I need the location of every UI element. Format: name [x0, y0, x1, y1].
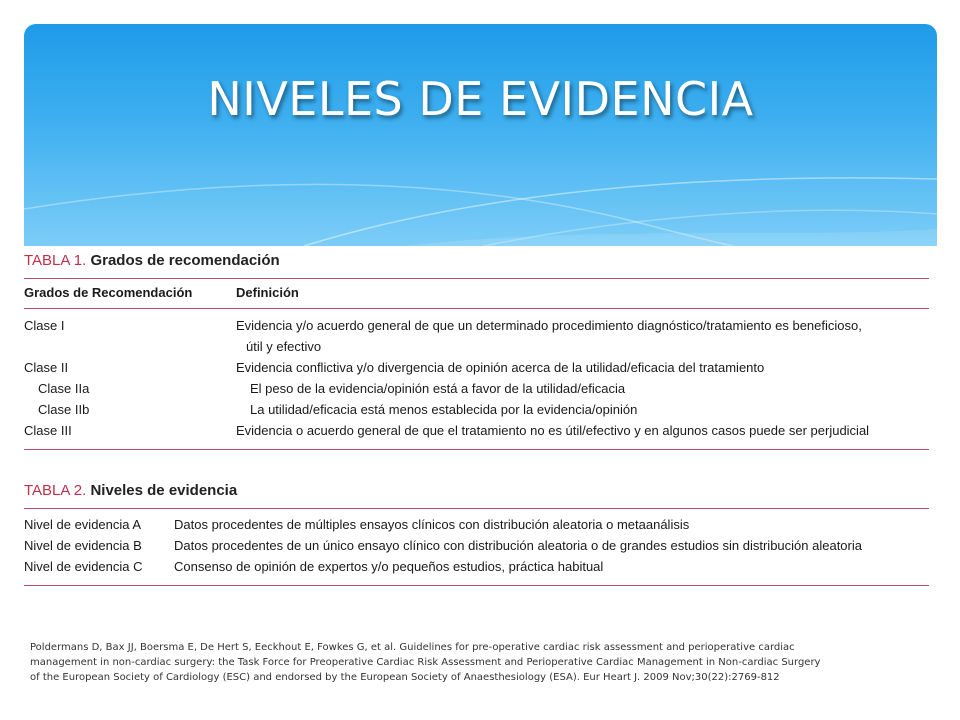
column-header-definition: Definición	[236, 285, 299, 300]
definition-cell: La utilidad/eficacia está menos establecida por la evidencia/opinión	[250, 402, 638, 417]
definition-cell: Consenso de opinión de expertos y/o pequeños estudios, práctica habitual	[174, 559, 604, 574]
citation-line: management in non-cardiac surgery: the Task Force for Preoperative Cardiac Risk Assessment and Perioperative Cardiac Management in Non-cardiac Surgery	[30, 657, 821, 668]
level-cell: Nivel de evidencia C	[24, 559, 143, 574]
citation-line: Poldermans D, Bax JJ, Boersma E, De Hert S, Eeckhout E, Fowkes G, et al. Guidelines for pre-operative cardiac risk assessment and perioperative cardiac	[30, 642, 795, 653]
column-header-grade: Grados de Recomendación	[24, 285, 193, 300]
table-row	[24, 556, 929, 577]
table-row	[24, 357, 929, 378]
page-title: NIVELES DE EVIDENCIA	[207, 72, 754, 126]
grade-cell: Clase IIa	[38, 381, 90, 396]
table-1-header-row	[24, 279, 929, 308]
table-1-number: TABLA 1.	[24, 252, 87, 269]
definition-cell: Evidencia o acuerdo general de que el tratamiento no es útil/efectivo y en algunos casos puede ser perjudicial	[236, 423, 870, 438]
table-row	[24, 315, 929, 357]
table-1-name: Grados de recomendación	[90, 252, 280, 269]
title-banner	[24, 24, 937, 246]
reference-citation	[30, 640, 920, 685]
grade-cell: Clase II	[24, 360, 69, 375]
table-1-bottom-rule	[24, 449, 929, 450]
level-cell: Nivel de evidencia A	[24, 517, 142, 532]
table-2	[24, 482, 929, 586]
table-2-bottom-rule	[24, 585, 929, 586]
table-1	[24, 252, 929, 450]
table-row	[24, 378, 929, 399]
definition-cell: El peso de la evidencia/opinión está a favor de la utilidad/eficacia	[250, 381, 626, 396]
table-row	[24, 420, 929, 441]
definition-cell	[236, 315, 929, 357]
table-1-caption	[24, 252, 929, 269]
grade-cell: Clase III	[24, 423, 72, 438]
table-2-caption	[24, 482, 929, 499]
grade-cell: Clase IIb	[38, 402, 90, 417]
level-cell: Nivel de evidencia B	[24, 538, 142, 553]
definition-text: Evidencia y/o acuerdo general de que un determinado procedimiento diagnóstico/tratamiento es beneficioso,	[236, 318, 862, 333]
banner-decoration	[24, 24, 937, 246]
table-row	[24, 535, 929, 556]
table-2-name: Niveles de evidencia	[90, 482, 238, 499]
grade-cell: Clase I	[24, 318, 65, 333]
table-2-number: TABLA 2.	[24, 482, 87, 499]
definition-text-cont: útil y efectivo	[246, 339, 322, 354]
definition-cell: Datos procedentes de un único ensayo clínico con distribución aleatoria o de grandes estudios sin distribución aleatoria	[174, 538, 862, 553]
definition-cell: Datos procedentes de múltiples ensayos clínicos con distribución aleatoria o metaanálisis	[174, 517, 690, 532]
table-row	[24, 514, 929, 535]
table-2-body	[24, 509, 929, 585]
definition-cell: Evidencia conflictiva y/o divergencia de opinión acerca de la utilidad/eficacia del tratamiento	[236, 360, 765, 375]
tables-area	[24, 246, 929, 586]
citation-line: of the European Society of Cardiology (ESC) and endorsed by the European Society of Anaesthesiology (ESA). Eur Heart J. 2009 Nov;30(22):2769-812	[30, 672, 780, 683]
table-1-body	[24, 309, 929, 449]
table-row	[24, 399, 929, 420]
